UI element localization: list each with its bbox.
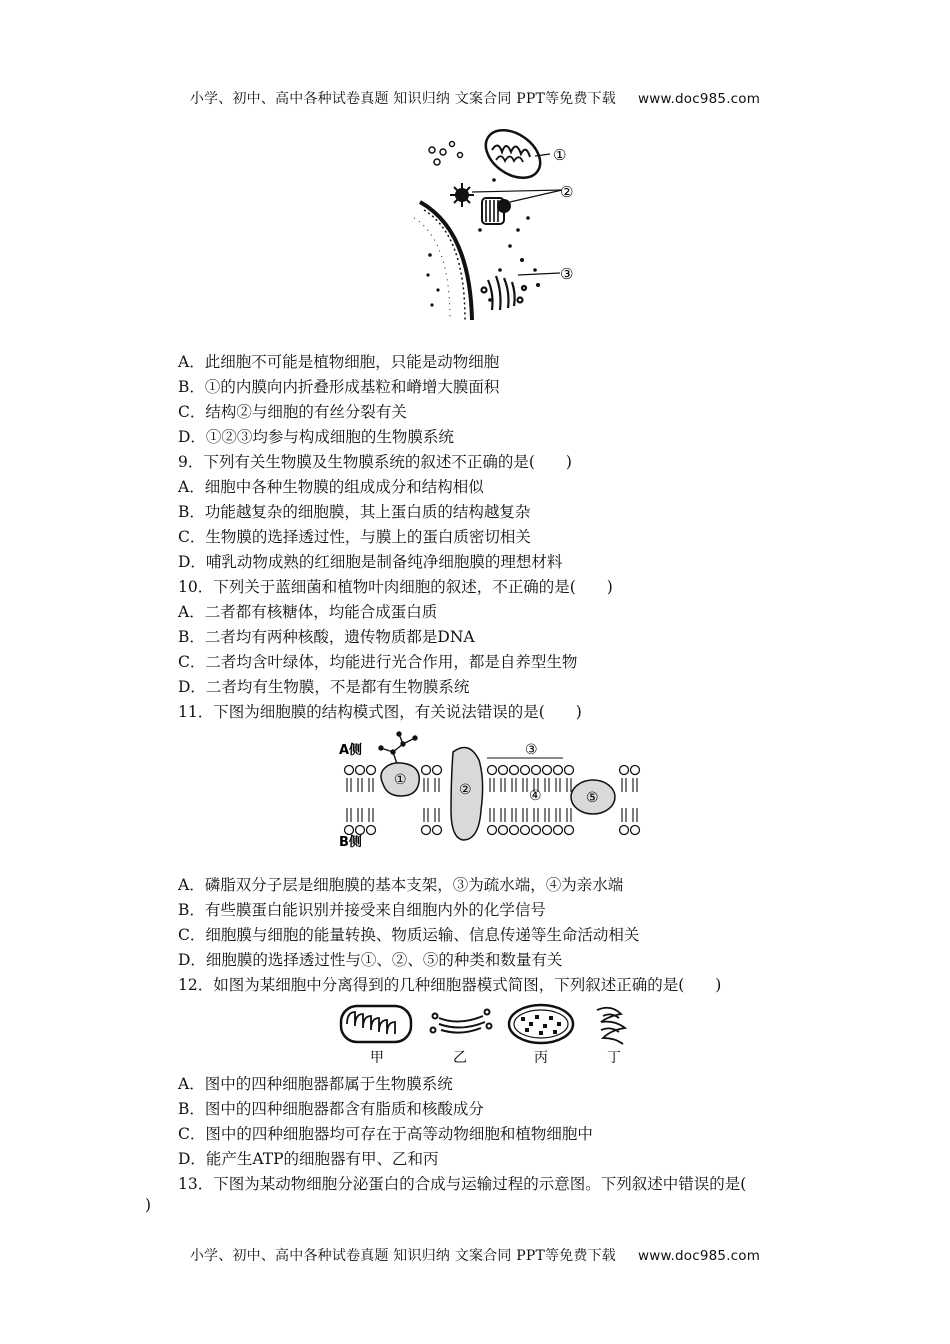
fig1-label-3: ③ <box>560 265 574 283</box>
golgi-drawing <box>482 276 527 310</box>
header-site: www.doc985.com <box>638 91 761 107</box>
q8-option-c: C．结构②与细胞的有丝分裂有关 <box>178 403 407 421</box>
organelle-label-jia: 甲 <box>370 1050 384 1066</box>
q12-option-a: A．图中的四种细胞器都属于生物膜系统 <box>178 1075 453 1093</box>
q11-option-a: A．磷脂双分子层是细胞膜的基本支架，③为疏水端，④为亲水端 <box>178 876 624 894</box>
organelle-ding <box>597 1008 625 1044</box>
organelle-label-yi: 乙 <box>453 1050 467 1066</box>
q10-option-c: C．二者均含叶绿体，均能进行光合作用，都是自养型生物 <box>178 653 578 671</box>
side-a-label: A侧 <box>339 743 363 758</box>
membrane-label-3: ③ <box>525 742 538 758</box>
nuclear-envelope-drawing <box>414 202 472 320</box>
footer-site: www.doc985.com <box>638 1248 761 1264</box>
fig1-label-2: ② <box>560 183 574 201</box>
organelles-figure <box>335 1000 655 1068</box>
glycan-chain <box>379 732 417 764</box>
cell-organelle-figure <box>410 120 590 325</box>
membrane-label-1: ① <box>394 772 407 788</box>
q10-option-d: D．二者均有生物膜，不是都有生物膜系统 <box>178 678 470 696</box>
centriole-drawing <box>450 183 511 224</box>
q11-option-b: B．有些膜蛋白能识别并接受来自细胞内外的化学信号 <box>178 901 546 919</box>
vesicles <box>429 142 463 166</box>
membrane-label-5: ⑤ <box>586 790 599 806</box>
q11-option-c: C．细胞膜与细胞的能量转换、物质运输、信息传递等生命活动相关 <box>178 926 640 944</box>
q12-option-c: C．图中的四种细胞器均可存在于高等动物细胞和植物细胞中 <box>178 1125 593 1143</box>
cell-membrane-figure <box>335 730 650 855</box>
q12-stem: 12．如图为某细胞中分离得到的几种细胞器模式简图，下列叙述正确的是( ) <box>178 976 722 994</box>
q13-stem-continued: ) <box>145 1196 152 1214</box>
organelle-label-ding: 丁 <box>607 1050 621 1066</box>
q11-stem: 11．下图为细胞膜的结构模式图，有关说法错误的是( ) <box>178 703 582 721</box>
organelle-bing <box>509 1005 573 1043</box>
footer-text: 小学、初中、高中各种试卷真题 知识归纳 文案合同 PPT等免费下载 <box>189 1248 616 1264</box>
q12-option-d: D．能产生ATP的细胞器有甲、乙和丙 <box>178 1150 439 1168</box>
q8-option-a: A．此细胞不可能是植物细胞，只能是动物细胞 <box>178 353 500 371</box>
q10-stem: 10．下列关于蓝细菌和植物叶肉细胞的叙述，不正确的是( ) <box>178 578 613 596</box>
q9-option-b: B．功能越复杂的细胞膜，其上蛋白质的结构越复杂 <box>178 503 531 521</box>
q10-option-a: A．二者都有核糖体，均能合成蛋白质 <box>178 603 438 621</box>
side-b-label: B侧 <box>339 835 362 850</box>
fig1-label-1: ① <box>553 146 567 164</box>
mitochondrion-drawing <box>477 120 549 187</box>
page-header <box>0 88 950 108</box>
q9-option-c: C．生物膜的选择透过性，与膜上的蛋白质密切相关 <box>178 528 531 546</box>
q9-option-a: A．细胞中各种生物膜的组成成分和结构相似 <box>178 478 484 496</box>
q12-option-b: B．图中的四种细胞器都含有脂质和核酸成分 <box>178 1100 484 1118</box>
organelle-label-bing: 丙 <box>534 1050 548 1066</box>
q9-option-d: D．哺乳动物成熟的红细胞是制备纯净细胞膜的理想材料 <box>178 553 563 571</box>
q13-stem: 13．下图为某动物细胞分泌蛋白的合成与运输过程的示意图。下列叙述中错误的是( <box>178 1175 747 1193</box>
membrane-label-4: ④ <box>529 788 542 804</box>
membrane-label-2: ② <box>459 782 472 798</box>
organelle-jia <box>341 1006 411 1042</box>
q8-option-d: D．①②③均参与构成细胞的生物膜系统 <box>178 428 454 446</box>
page-footer <box>0 1245 950 1265</box>
q11-option-d: D．细胞膜的选择透过性与①、②、⑤的种类和数量有关 <box>178 951 563 969</box>
q10-option-b: B．二者均有两种核酸，遗传物质都是DNA <box>178 628 475 646</box>
q9-stem: 9．下列有关生物膜及生物膜系统的叙述不正确的是( ) <box>178 453 572 471</box>
q8-option-b: B．①的内膜向内折叠形成基粒和嵴增大膜面积 <box>178 378 500 396</box>
organelle-yi <box>431 1010 492 1033</box>
header-text: 小学、初中、高中各种试卷真题 知识归纳 文案合同 PPT等免费下载 <box>189 91 616 107</box>
